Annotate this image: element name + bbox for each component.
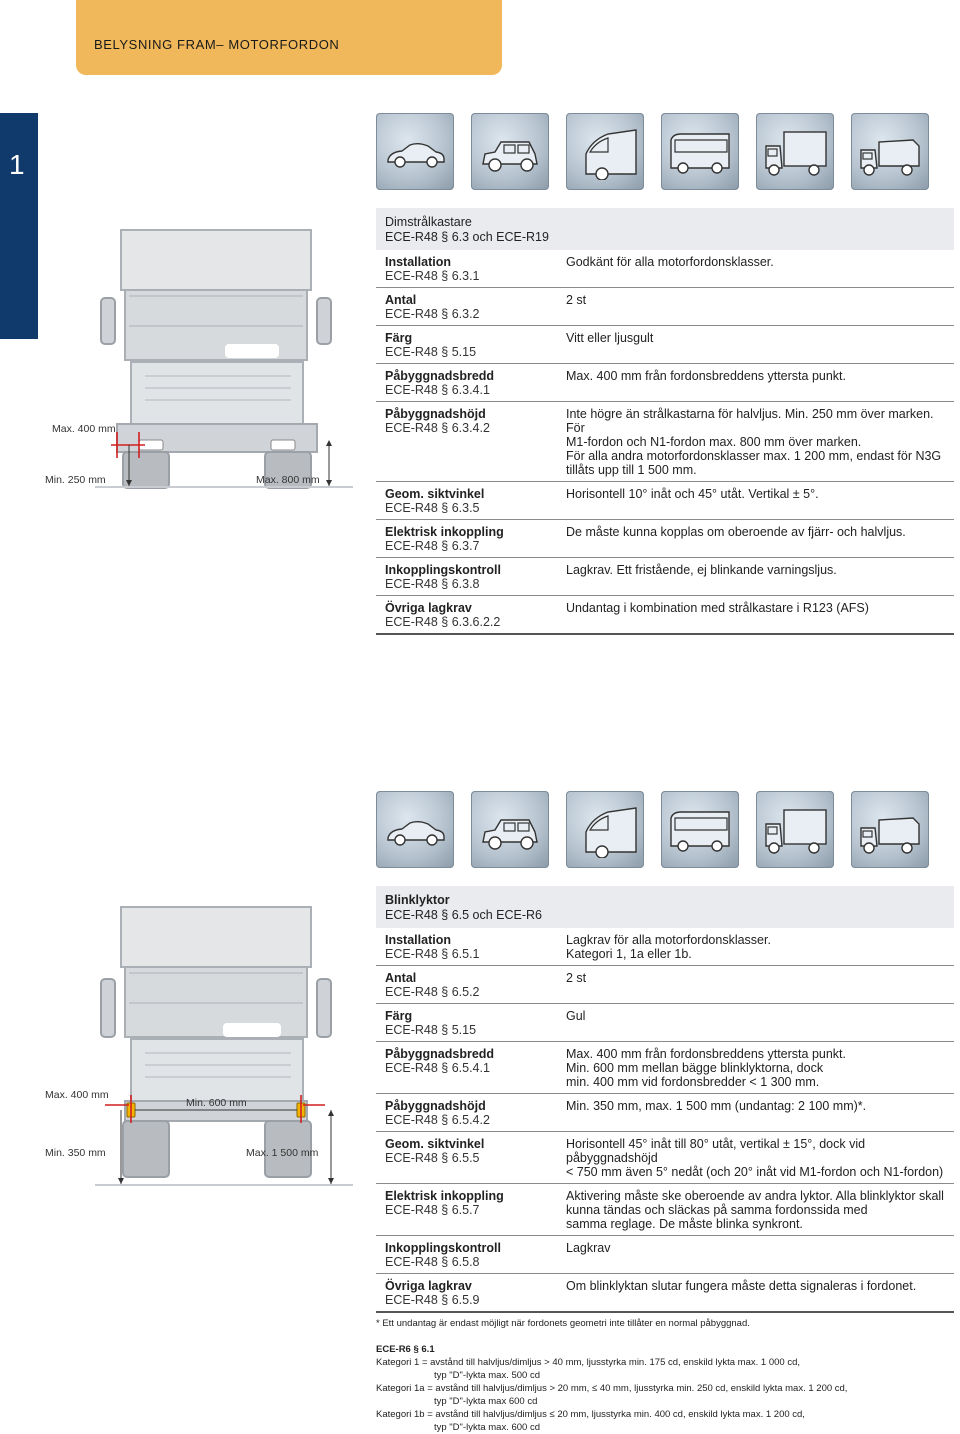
spec-row-label <box>376 563 566 591</box>
spec-row <box>376 558 954 596</box>
spec-row-reference: ECE-R48 § 6.5.2 <box>385 985 480 999</box>
spec-row-reference: ECE-R48 § 6.5.8 <box>385 1255 480 1269</box>
spec-row-value <box>566 1189 954 1231</box>
page-title: BELYSNING FRAM– MOTORFORDON <box>94 37 340 52</box>
spec-row <box>376 288 954 326</box>
van-icon <box>566 113 644 190</box>
spec-row-reference: ECE-R48 § 6.5.9 <box>385 1293 480 1307</box>
section-title: Dimstrålkastare ECE-R48 § 6.3 och ECE-R19 <box>376 208 954 250</box>
spec-row-label <box>376 369 566 397</box>
spec-row-value <box>566 1009 954 1037</box>
spec-row-reference: ECE-R48 § 6.3.6.2.2 <box>385 615 501 629</box>
spec-row-heading: Påbyggnadsbredd <box>385 1047 495 1061</box>
spec-row <box>376 402 954 482</box>
spec-row-value <box>566 293 954 321</box>
spec-value-line: Horisontell 10° inåt och 45° utåt. Vertikal ± 5°. <box>566 487 819 501</box>
spec-row <box>376 1094 954 1132</box>
spec-value-line: Horisontell 45° inåt till 80° utåt, vertikal ± 15°, dock vid påbyggnadshöjd <box>566 1137 866 1165</box>
spec-row-heading: Installation <box>385 933 451 947</box>
spec-row-heading: Färg <box>385 331 413 345</box>
spec-value-line: Min. 600 mm mellan bägge blinklyktorna, dock <box>566 1061 824 1075</box>
bus-icon <box>661 113 739 190</box>
spec-value-line: Lagkrav. Ett fristående, ej blinkande varningsljus. <box>566 563 837 577</box>
spec-value-line: Aktivering måste ske oberoende av andra lyktor. Alla blinklyktor skall <box>566 1189 944 1203</box>
spec-value-line: Lagkrav för alla motorfordonsklasser. <box>566 933 771 947</box>
label-min-spacing: Min. 600 mm <box>186 1097 247 1109</box>
footnote: * Ett undantag är endast möjligt när fordonets geometri inte tillåter en normal påbyggnad. <box>376 1318 750 1329</box>
spec-row <box>376 1184 954 1236</box>
vehicle-icons-row-1 <box>376 113 929 190</box>
spec-value-line: min. 400 mm vid fordonsbredder < 1 300 mm. <box>566 1075 820 1089</box>
spec-row-value <box>566 601 954 629</box>
car-icon <box>376 113 454 190</box>
spec-row-heading: Påbyggnadsbredd <box>385 369 495 383</box>
spec-row-label <box>376 1009 566 1037</box>
spec-row-value <box>566 1099 954 1127</box>
label-max-width: Max. 400 mm <box>52 423 116 435</box>
spec-value-line: De måste kunna kopplas om oberoende av fjärr- och halvljus. <box>566 525 906 539</box>
spec-value-line: Om blinklyktan slutar fungera måste detta signaleras i fordonet. <box>566 1279 917 1293</box>
spec-value-line: Vitt eller ljusgult <box>566 331 654 345</box>
spec-row-reference: ECE-R48 § 6.3.4.1 <box>385 383 490 397</box>
spec-row-value <box>566 1047 954 1089</box>
truck-icon <box>756 791 834 868</box>
spec-row-heading: Inkopplingskontroll <box>385 1241 501 1255</box>
spec-row-reference: ECE-R48 § 6.3.7 <box>385 539 480 553</box>
spec-row-value <box>566 407 954 477</box>
label-min-height: Min. 350 mm <box>45 1147 106 1159</box>
spec-row-heading: Geom. siktvinkel <box>385 487 485 501</box>
category-notes <box>376 1343 847 1434</box>
spec-row-heading: Antal <box>385 971 417 985</box>
spec-value-line: Kategori 1, 1a eller 1b. <box>566 947 692 961</box>
spec-value-line: samma reglage. De måste blinka synkront. <box>566 1217 803 1231</box>
spec-row-value <box>566 933 954 961</box>
spec-row-reference: ECE-R48 § 6.3.8 <box>385 577 480 591</box>
spec-row-value <box>566 1137 954 1179</box>
spec-row <box>376 482 954 520</box>
spec-row-label <box>376 255 566 283</box>
spec-row <box>376 1004 954 1042</box>
spec-row-value <box>566 525 954 553</box>
label-max-height: Max. 1 500 mm <box>246 1147 319 1159</box>
spec-value-line: Gul <box>566 1009 586 1023</box>
spec-value-line: Max. 400 mm från fordonsbreddens yttersta punkt. <box>566 369 846 383</box>
van-icon <box>566 791 644 868</box>
spec-row <box>376 966 954 1004</box>
spec-row-label <box>376 331 566 359</box>
spec-row-reference: ECE-R48 § 6.3.2 <box>385 307 480 321</box>
spec-row-label <box>376 525 566 553</box>
spec-row-heading: Påbyggnadshöjd <box>385 1099 486 1113</box>
spec-row-reference: ECE-R48 § 6.3.5 <box>385 501 480 515</box>
spec-row-reference: ECE-R48 § 6.3.4.2 <box>385 421 490 435</box>
spec-row-value <box>566 1279 954 1307</box>
spec-row-heading: Elektrisk inkoppling <box>385 525 504 539</box>
garbage-truck-icon <box>851 113 929 190</box>
spec-row-heading: Antal <box>385 293 417 307</box>
spec-row-reference: ECE-R48 § 5.15 <box>385 1023 477 1037</box>
label-min-height: Min. 250 mm <box>45 474 106 486</box>
spec-row-heading: Påbyggnadshöjd <box>385 407 486 421</box>
garbage-truck-icon <box>851 791 929 868</box>
spec-value-line: Undantag i kombination med strålkastare i R123 (AFS) <box>566 601 869 615</box>
spec-row-label <box>376 1241 566 1269</box>
spec-row-label <box>376 933 566 961</box>
chapter-number: 1 <box>9 149 25 180</box>
spec-value-line: För alla andra motorfordonsklasser max. 1 200 mm, endast för N3G <box>566 449 942 463</box>
spec-row <box>376 596 954 635</box>
spec-value-line: Min. 350 mm, max. 1 500 mm (undantag: 2 100 mm)*. <box>566 1099 867 1113</box>
spec-value-line: Inte högre än strålkastarna för halvljus. Min. 250 mm över marken. För <box>566 407 934 435</box>
spec-row-heading: Elektrisk inkoppling <box>385 1189 504 1203</box>
spec-row-value <box>566 369 954 397</box>
spec-row-label <box>376 1279 566 1307</box>
spec-value-line: Lagkrav <box>566 1241 611 1255</box>
spec-row-value <box>566 563 954 591</box>
car-icon <box>376 791 454 868</box>
note-line: typ "D"-lykta max. 600 cd <box>434 1422 541 1433</box>
spec-row-reference: ECE-R48 § 6.5.1 <box>385 947 480 961</box>
vehicle-icons-row-2 <box>376 791 929 868</box>
spec-row-label <box>376 1099 566 1127</box>
spec-value-line: kunna tändas och släckas på samma fordonssida med <box>566 1203 868 1217</box>
spec-row <box>376 520 954 558</box>
note-line: Kategori 1b = avstånd till halvljus/dimljus ≤ 20 mm, ljusstyrka min. 400 cd, enskild lykta max. 1 200 cd, <box>376 1409 805 1420</box>
spec-row <box>376 364 954 402</box>
spec-row-label <box>376 293 566 321</box>
spec-value-line: Godkänt för alla motorfordonsklasser. <box>566 255 774 269</box>
spec-row-reference: ECE-R48 § 6.5.4.1 <box>385 1061 490 1075</box>
truck-front-diagram-fog-lamps <box>95 228 353 495</box>
spec-table-indicators <box>376 886 954 1313</box>
spec-row <box>376 1236 954 1274</box>
spec-row-heading: Installation <box>385 255 451 269</box>
spec-row <box>376 250 954 288</box>
spec-row-reference: ECE-R48 § 6.5.5 <box>385 1151 480 1165</box>
header-tab <box>76 0 502 75</box>
spec-row-value <box>566 1241 954 1269</box>
spec-table-fog-lamps <box>376 208 954 635</box>
spec-row <box>376 928 954 966</box>
spec-row-reference: ECE-R48 § 5.15 <box>385 345 477 359</box>
section-title: Blinklyktor ECE-R48 § 6.5 och ECE-R6 <box>376 886 954 928</box>
spec-row-heading: Övriga lagkrav <box>385 601 472 615</box>
spec-row-value <box>566 331 954 359</box>
spec-row-label <box>376 1137 566 1179</box>
bus-icon <box>661 791 739 868</box>
spec-row-value <box>566 487 954 515</box>
notes-heading: ECE-R6 § 6.1 <box>376 1344 435 1355</box>
note-line: Kategori 1 = avstånd till halvljus/dimljus > 40 mm, ljusstyrka min. 175 cd, enskild lykta max. 1 000 cd, <box>376 1357 800 1368</box>
truck-icon <box>756 113 834 190</box>
spec-value-line: 2 st <box>566 971 587 985</box>
spec-row-label <box>376 601 566 629</box>
chapter-marker <box>0 113 38 339</box>
spec-row-label <box>376 971 566 999</box>
label-max-height: Max. 800 mm <box>256 474 320 486</box>
note-line: typ "D"-lykta max 600 cd <box>434 1396 538 1407</box>
spec-row-heading: Färg <box>385 1009 413 1023</box>
note-line: typ "D"-lykta max. 500 cd <box>434 1370 541 1381</box>
spec-row-label <box>376 407 566 477</box>
spec-row <box>376 326 954 364</box>
label-max-width: Max. 400 mm <box>45 1089 109 1101</box>
note-line: Kategori 1a = avstånd till halvljus/dimljus > 20 mm, ≤ 40 mm, ljusstyrka min. 250 cd, enskild lykta max. 1 200 cd, <box>376 1383 848 1394</box>
spec-row <box>376 1274 954 1313</box>
spec-row-value <box>566 255 954 283</box>
spec-value-line: < 750 mm även 5° nedåt (och 20° inåt vid M1-fordon och N1-fordon) <box>566 1165 944 1179</box>
suv-icon <box>471 113 549 190</box>
spec-row-heading: Inkopplingskontroll <box>385 563 501 577</box>
spec-row-heading: Geom. siktvinkel <box>385 1137 485 1151</box>
spec-value-line: M1-fordon och N1-fordon max. 800 mm över marken. <box>566 435 862 449</box>
spec-row <box>376 1132 954 1184</box>
spec-value-line: 2 st <box>566 293 587 307</box>
spec-value-line: Max. 400 mm från fordonsbreddens yttersta punkt. <box>566 1047 846 1061</box>
spec-row-heading: Övriga lagkrav <box>385 1279 472 1293</box>
suv-icon <box>471 791 549 868</box>
spec-row-reference: ECE-R48 § 6.3.1 <box>385 269 480 283</box>
spec-row-label <box>376 1047 566 1089</box>
spec-row-label <box>376 487 566 515</box>
spec-row-label <box>376 1189 566 1231</box>
spec-row <box>376 1042 954 1094</box>
spec-row-reference: ECE-R48 § 6.5.4.2 <box>385 1113 490 1127</box>
spec-value-line: tillåts upp till 1 500 mm. <box>566 463 697 477</box>
spec-row-value <box>566 971 954 999</box>
spec-row-reference: ECE-R48 § 6.5.7 <box>385 1203 480 1217</box>
